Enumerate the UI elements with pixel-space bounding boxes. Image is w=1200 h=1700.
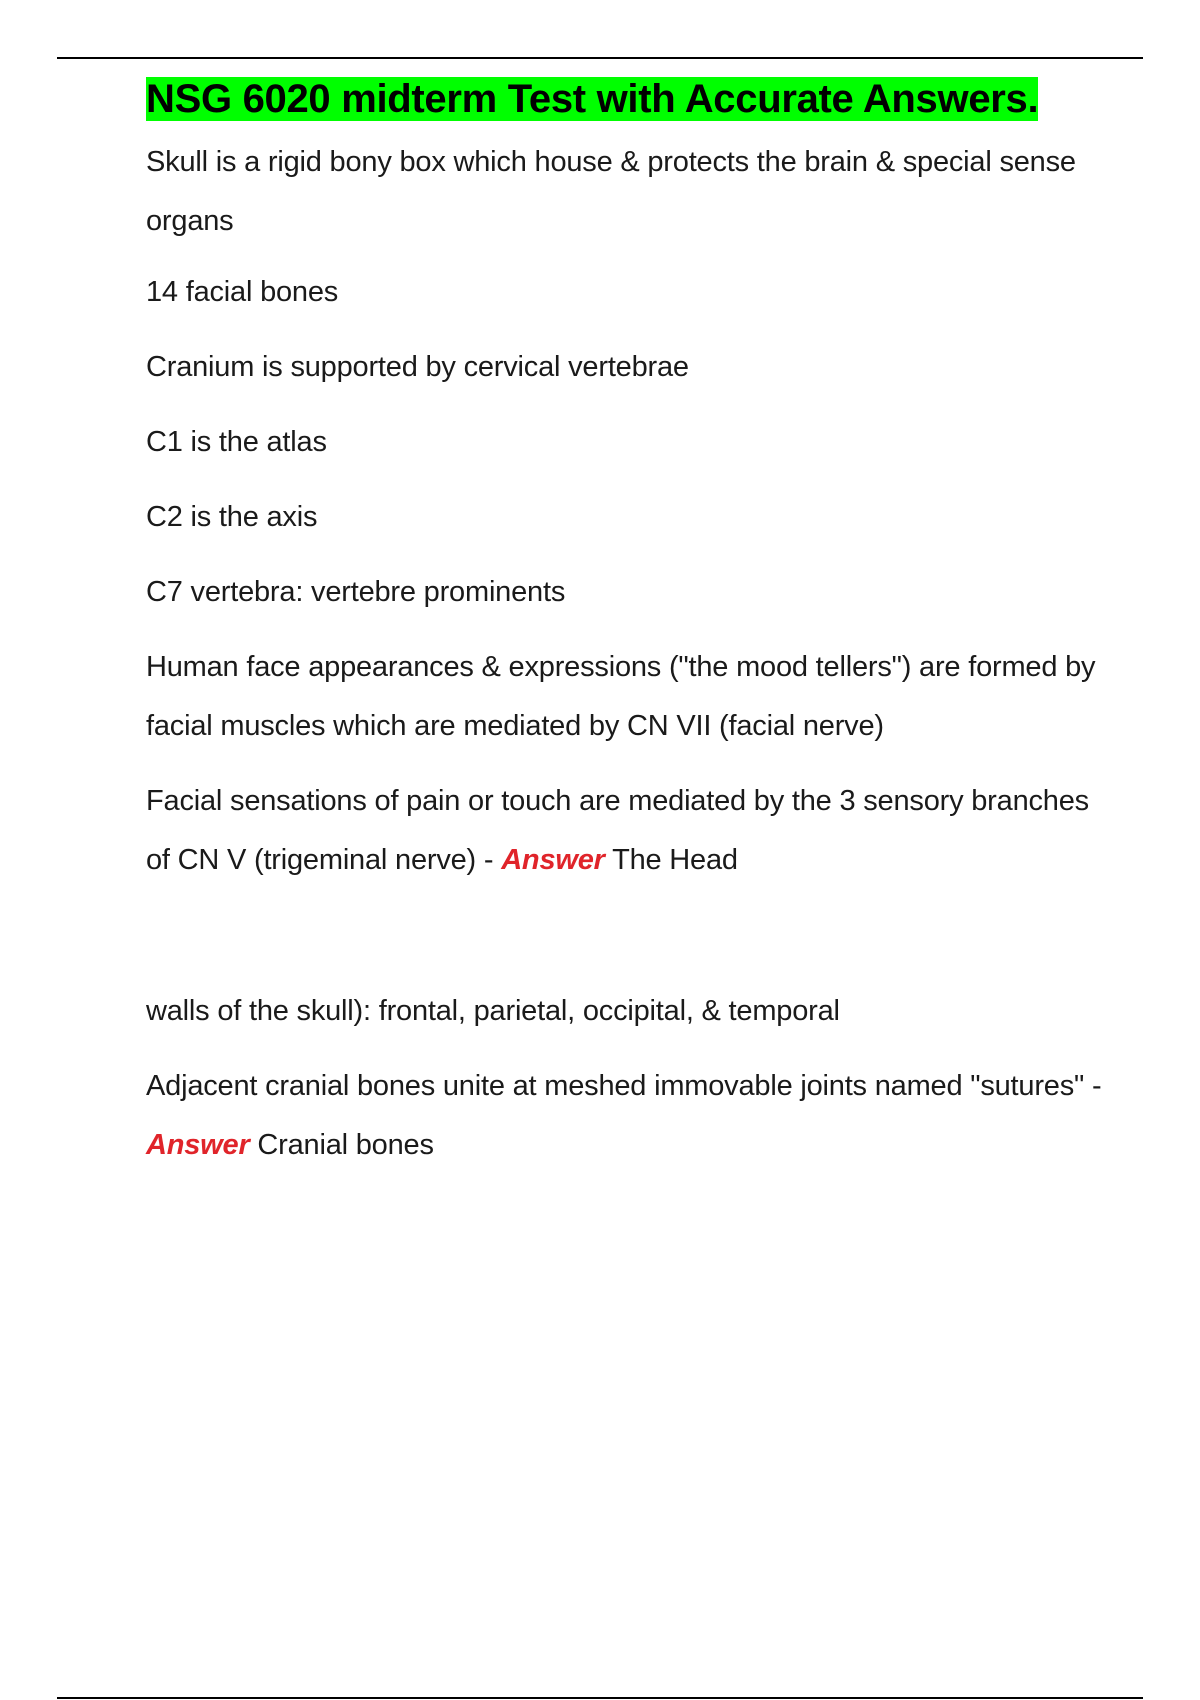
bottom-rule: [57, 1697, 1143, 1699]
paragraph-c1: C1 is the atlas: [146, 426, 327, 458]
document-body: [146, 70, 1106, 1175]
paragraph-skull: Skull is a rigid bony box which house & protects the brain & special sense organs: [146, 146, 1076, 237]
title-highlight: NSG 6020 midterm Test with Accurate Answers.: [146, 77, 1039, 121]
answer-label: Answer: [501, 844, 605, 876]
paragraph-facial-bones: 14 facial bones: [146, 276, 339, 308]
answer-text: Cranial bones: [249, 1129, 434, 1161]
paragraph-c2: C2 is the axis: [146, 501, 318, 533]
paragraph-skull-walls: walls of the skull): frontal, parietal, occipital, & temporal: [146, 995, 840, 1027]
answer-text: The Head: [604, 844, 738, 876]
paragraph-facial-sensations: [146, 772, 1106, 890]
answer-label: Answer: [146, 1129, 250, 1161]
paragraph-text: Adjacent cranial bones unite at meshed immovable joints named "sutures" -: [146, 1070, 1102, 1102]
top-rule: [57, 57, 1143, 59]
paragraph-cranium: Cranium is supported by cervical vertebrae: [146, 351, 689, 383]
document-title: [146, 70, 1106, 129]
paragraph-human-face: Human face appearances & expressions ("the mood tellers") are formed by facial muscles which are mediated by CN VII (facial nerve): [146, 651, 1096, 742]
paragraph-c7: C7 vertebra: vertebre prominents: [146, 576, 566, 608]
paragraph-text: Facial sensations of pain or touch are mediated by the 3 sensory branches of CN V (trigeminal nerve) -: [146, 785, 1089, 876]
paragraph-sutures: [146, 1057, 1106, 1175]
